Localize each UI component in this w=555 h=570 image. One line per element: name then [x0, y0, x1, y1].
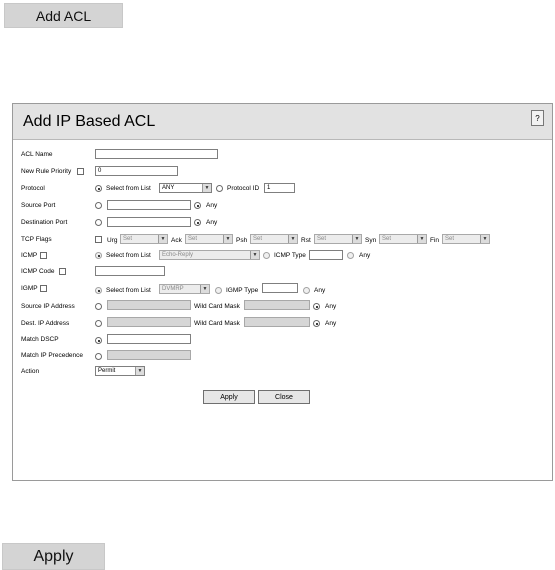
igmp-type-input[interactable] [262, 283, 298, 293]
igmp-select-radio[interactable] [95, 287, 102, 294]
source-ip-any-radio[interactable] [313, 303, 320, 310]
protocol-id-radio[interactable] [216, 185, 223, 192]
source-port-radio[interactable] [95, 202, 102, 209]
tcp-flag-psh-label: Psh [236, 237, 248, 244]
dest-ip-label: Dest. IP Address [21, 320, 70, 327]
match-dscp-radio[interactable] [95, 337, 102, 344]
new-rule-priority-label: New Rule Priority [21, 168, 72, 175]
tcp-flags-label: TCP Flags [21, 236, 52, 243]
chevron-down-icon: ▼ [288, 235, 297, 243]
tcp-flags-checkbox[interactable] [95, 236, 102, 243]
chevron-down-icon: ▼ [417, 235, 426, 243]
dest-wildcard-text: Wild Card Mask [194, 320, 240, 327]
dest-ip-any-text: Any [325, 320, 337, 327]
icmp-any-text: Any [359, 252, 371, 259]
source-ip-input[interactable] [107, 300, 191, 310]
tcp-flag-ack-label: Ack [171, 237, 182, 244]
tcp-flag-ack-select[interactable]: Set ▼ [185, 234, 233, 244]
icmp-select[interactable]: Echo-Reply ▼ [159, 250, 260, 260]
igmp-select-text: Select from List [106, 287, 151, 294]
igmp-checkbox[interactable] [40, 285, 47, 292]
destination-port-radio[interactable] [95, 219, 102, 226]
icmp-code-input[interactable] [95, 266, 165, 276]
tcp-flag-fin-select[interactable]: Set ▼ [442, 234, 490, 244]
chevron-down-icon: ▼ [352, 235, 361, 243]
icmp-type-radio[interactable] [263, 252, 270, 259]
icmp-checkbox[interactable] [40, 252, 47, 259]
source-ip-radio[interactable] [95, 303, 102, 310]
icmp-select-radio[interactable] [95, 252, 102, 259]
dest-ip-radio[interactable] [95, 320, 102, 327]
acl-name-input[interactable] [95, 149, 218, 159]
icmp-type-text: ICMP Type [274, 252, 306, 259]
dialog-header [13, 104, 552, 140]
igmp-any-text: Any [314, 287, 326, 294]
dest-ip-input[interactable] [107, 317, 191, 327]
destination-port-input[interactable] [107, 217, 191, 227]
new-rule-priority-input[interactable]: 0 [95, 166, 178, 176]
protocol-select-text: Select from List [106, 185, 151, 192]
action-label: Action [21, 368, 40, 375]
icmp-type-input[interactable] [309, 250, 343, 260]
tcp-flag-psh-select[interactable]: Set ▼ [250, 234, 298, 244]
tcp-flag-urg-label: Urg [107, 237, 118, 244]
protocol-id-text: Protocol ID [227, 185, 260, 192]
match-ip-precedence-radio[interactable] [95, 353, 102, 360]
tcp-flag-urg-select[interactable]: Set ▼ [120, 234, 168, 244]
match-dscp-label: Match DSCP [21, 336, 59, 343]
igmp-label: IGMP [21, 285, 38, 292]
tcp-flag-syn-select[interactable]: Set ▼ [379, 234, 427, 244]
apply-button[interactable]: Apply [203, 390, 255, 404]
destination-port-any-radio[interactable] [194, 219, 201, 226]
chevron-down-icon: ▼ [158, 235, 167, 243]
chevron-down-icon: ▼ [200, 285, 209, 293]
tcp-flag-rst-label: Rst [301, 237, 311, 244]
source-wildcard-input[interactable] [244, 300, 310, 310]
action-select[interactable]: Permit ▼ [95, 366, 145, 376]
source-wildcard-text: Wild Card Mask [194, 303, 240, 310]
chevron-down-icon: ▼ [223, 235, 232, 243]
dialog-title: Add IP Based ACL [23, 113, 156, 130]
match-ip-precedence-input[interactable] [107, 350, 191, 360]
new-rule-priority-checkbox[interactable] [77, 168, 84, 175]
icmp-label: ICMP [21, 252, 38, 259]
igmp-type-text: IGMP Type [226, 287, 259, 294]
match-dscp-input[interactable] [107, 334, 191, 344]
add-acl-button[interactable]: Add ACL [4, 3, 123, 28]
protocol-select-radio[interactable] [95, 185, 102, 192]
source-port-label: Source Port [21, 202, 56, 209]
icmp-select-text: Select from List [106, 252, 151, 259]
chevron-down-icon: ▼ [250, 251, 259, 259]
tcp-flag-syn-label: Syn [365, 237, 377, 244]
apply-page-button[interactable]: Apply [2, 543, 105, 570]
help-icon[interactable]: ? [531, 110, 544, 126]
match-ip-precedence-label: Match IP Precedence [21, 352, 84, 359]
protocol-label: Protocol [21, 185, 45, 192]
add-ip-acl-dialog [12, 103, 553, 481]
dest-ip-any-radio[interactable] [313, 320, 320, 327]
source-ip-label: Source IP Address [21, 303, 75, 310]
close-button[interactable]: Close [258, 390, 310, 404]
igmp-select[interactable]: DVMRP ▼ [159, 284, 210, 294]
destination-port-label: Destination Port [21, 219, 68, 226]
chevron-down-icon: ▼ [202, 184, 211, 192]
source-port-any-radio[interactable] [194, 202, 201, 209]
igmp-any-radio[interactable] [303, 287, 310, 294]
source-port-input[interactable] [107, 200, 191, 210]
icmp-code-label: ICMP Code [21, 268, 55, 275]
protocol-select[interactable]: ANY ▼ [159, 183, 212, 193]
icmp-any-radio[interactable] [347, 252, 354, 259]
tcp-flag-fin-label: Fin [430, 237, 440, 244]
igmp-type-radio[interactable] [215, 287, 222, 294]
icmp-code-checkbox[interactable] [59, 268, 66, 275]
source-ip-any-text: Any [325, 303, 337, 310]
source-port-any-text: Any [206, 202, 218, 209]
chevron-down-icon: ▼ [480, 235, 489, 243]
destination-port-any-text: Any [206, 219, 218, 226]
tcp-flag-rst-select[interactable]: Set ▼ [314, 234, 362, 244]
chevron-down-icon: ▼ [135, 367, 144, 375]
acl-name-label: ACL Name [21, 151, 53, 158]
protocol-id-input[interactable]: 1 [264, 183, 295, 193]
dest-wildcard-input[interactable] [244, 317, 310, 327]
